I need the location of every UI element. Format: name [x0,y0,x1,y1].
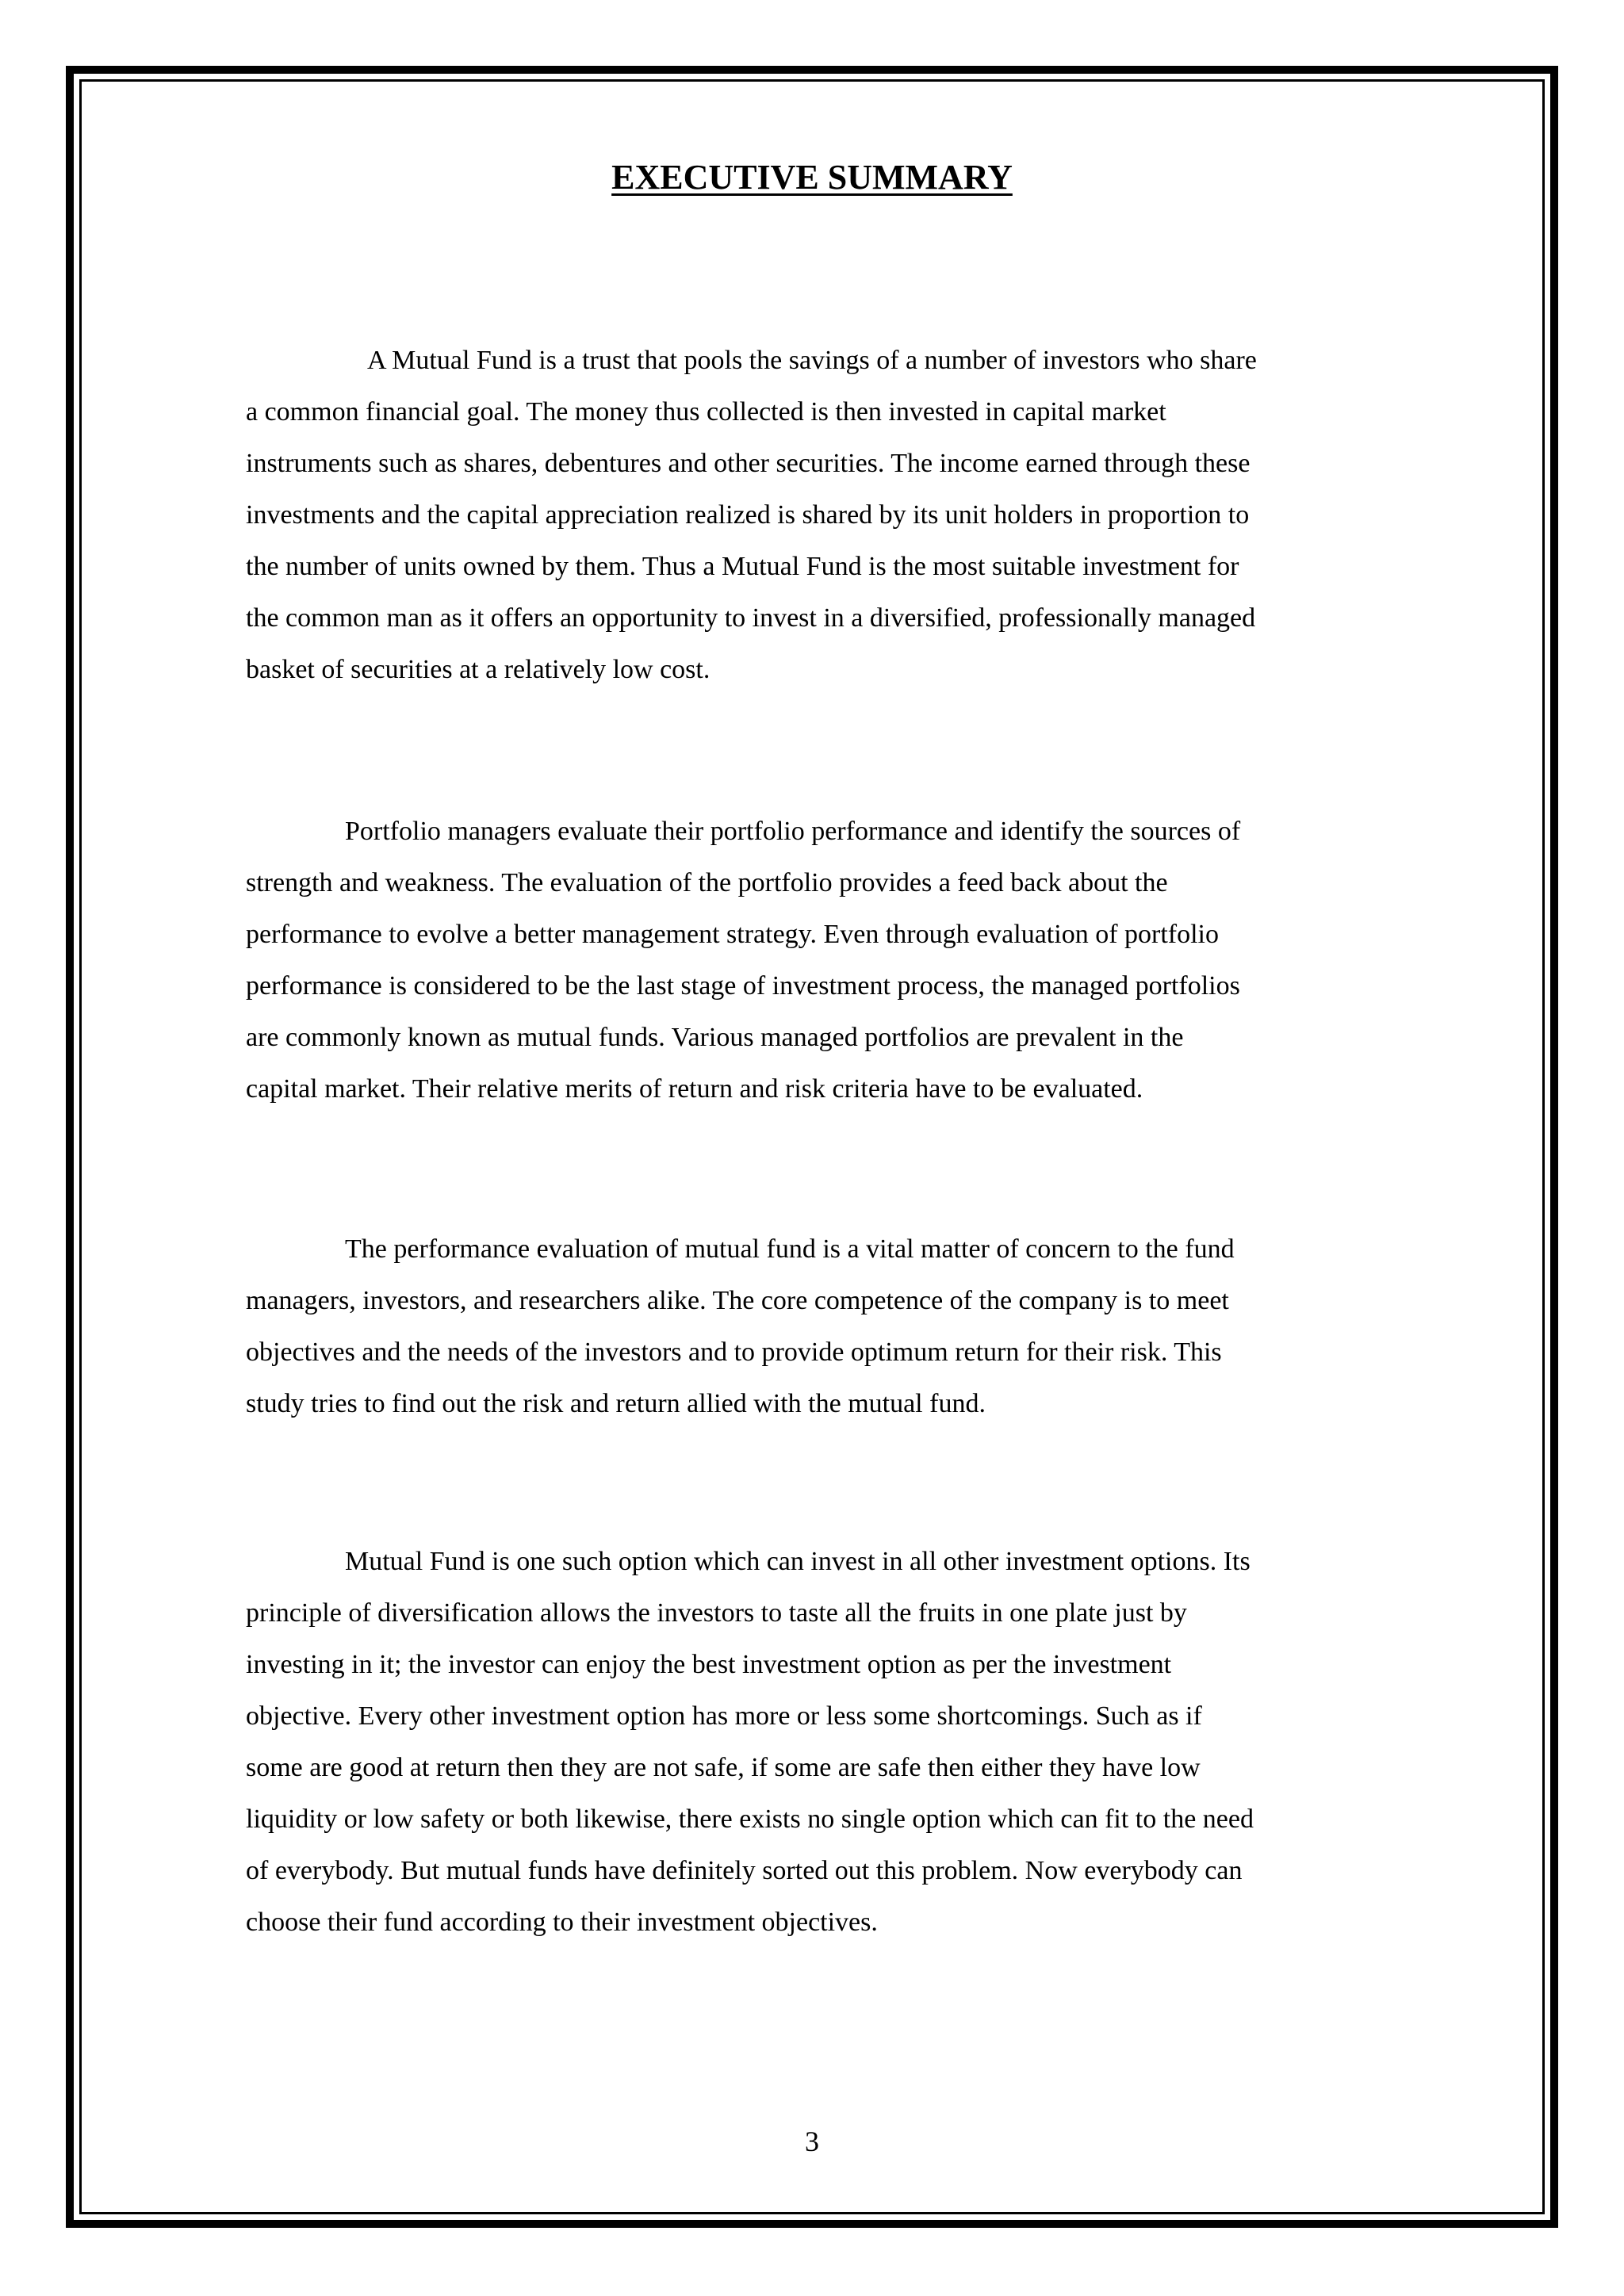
paragraph-line: strength and weakness. The evaluation of the portfolio provides a feed back about the [246,868,1168,897]
paragraph-line: investing in it; the investor can enjoy the best investment option as per the investment [246,1650,1172,1679]
paragraph-line: instruments such as shares, debentures and other securities. The income earned through these [246,449,1251,478]
paragraph-4 [246,1536,1388,1948]
paragraph-line: performance is considered to be the last stage of investment process, the managed portfolios [246,971,1240,1001]
paragraph-line: The performance evaluation of mutual fund is a vital matter of concern to the fund [345,1234,1235,1264]
paragraph-line: performance to evolve a better management strategy. Even through evaluation of portfolio [246,920,1220,949]
paragraph-line: a common financial goal. The money thus collected is then invested in capital market [246,397,1166,427]
paragraph-line: objectives and the needs of the investors and to provide optimum return for their risk. This [246,1337,1222,1367]
paragraph-line: managers, investors, and researchers alike. The core competence of the company is to meet [246,1286,1229,1315]
paragraph-line: Mutual Fund is one such option which can invest in all other investment options. Its [345,1547,1251,1576]
paragraph-line: capital market. Their relative merits of return and risk criteria have to be evaluated. [246,1074,1143,1104]
page-number: 3 [805,2126,819,2157]
paragraph-2 [246,806,1388,1115]
paragraph-line: the common man as it offers an opportunity to invest in a diversified, professionally managed [246,603,1256,633]
paragraph-line: study tries to find out the risk and return allied with the mutual fund. [246,1389,986,1418]
paragraph-3 [246,1223,1388,1429]
paragraph-line: principle of diversification allows the investors to taste all the fruits in one plate just by [246,1598,1187,1628]
paragraph-line: Portfolio managers evaluate their portfolio performance and identify the sources of [345,817,1241,846]
paragraph-line: some are good at return then they are not safe, if some are safe then either they have low [246,1753,1201,1782]
paragraph-line: basket of securities at a relatively low cost. [246,655,710,684]
paragraph-1 [246,335,1388,695]
paragraph-line: investments and the capital appreciation realized is shared by its unit holders in proportion to [246,500,1250,530]
paragraph-line: are commonly known as mutual funds. Various managed portfolios are prevalent in the [246,1023,1184,1052]
paragraph-line: objective. Every other investment option has more or less some shortcomings. Such as if [246,1701,1202,1731]
paragraph-line: of everybody. But mutual funds have definitely sorted out this problem. Now everybody can [246,1856,1243,1885]
paragraph-line: choose their fund according to their investment objectives. [246,1908,878,1937]
page-title: EXECUTIVE SUMMARY [611,158,1013,197]
paragraph-line: A Mutual Fund is a trust that pools the savings of a number of investors who share [367,346,1257,375]
paragraph-line: the number of units owned by them. Thus a Mutual Fund is the most suitable investment for [246,552,1239,581]
paragraph-line: liquidity or low safety or both likewise, there exists no single option which can fit to the need [246,1804,1254,1834]
